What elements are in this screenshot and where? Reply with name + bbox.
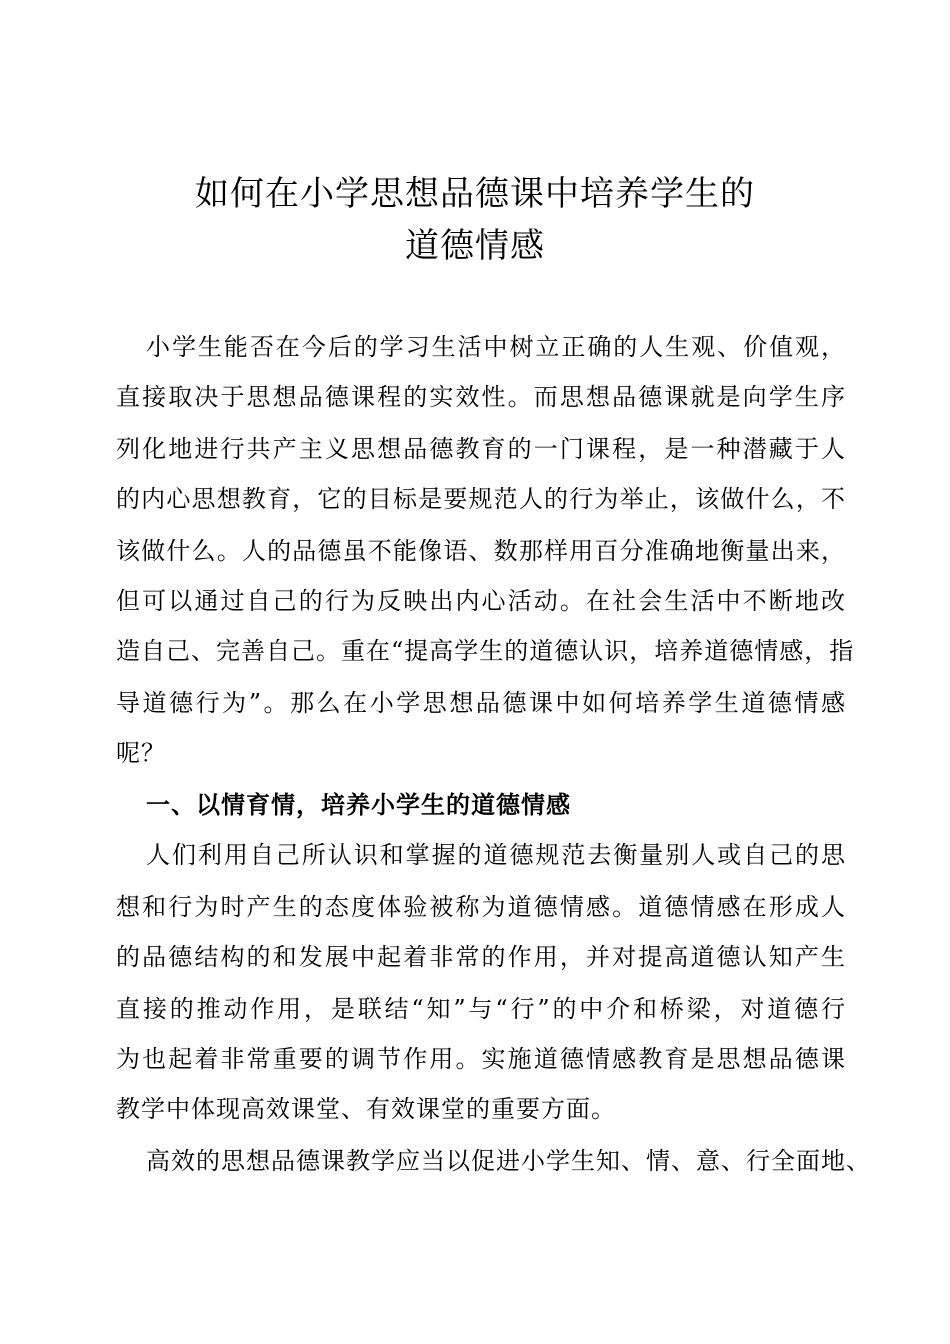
paragraph-1-line-7: 造自己、完善自己。重在“提高学生的道德认识，培养道德情感，指 [116, 637, 855, 665]
section-heading: 一、以情育情，培养小学生的道德情感 [146, 791, 571, 819]
paragraph-2-line-3: 的品德结构的和发展中起着非常的作用，并对提高道德认知产生 [116, 943, 846, 971]
paragraph-2-line-6: 教学中体现高效课堂、有效课堂的重要方面。 [116, 1095, 616, 1123]
paragraph-1-line-4: 的内心思想教育，它的目标是要规范人的行为举止，该做什么，不 [116, 485, 846, 513]
paragraph-2-line-5: 为也起着非常重要的调节作用。实施道德情感教育是思想品德课 [116, 1045, 846, 1073]
paragraph-1-line-1: 小学生能否在今后的学习生活中树立正确的人生观、价值观， [146, 333, 846, 361]
paragraph-1-line-5: 该做什么。人的品德虽不能像语、数那样用百分准确地衡量出来， [116, 537, 846, 565]
paragraph-1-line-9: 呢？ [116, 739, 166, 767]
paragraph-1-line-6: 但可以通过自己的行为反映出内心活动。在社会生活中不断地改 [116, 587, 846, 615]
paragraph-2-line-2: 想和行为时产生的态度体验被称为道德情感。道德情感在形成人 [116, 893, 846, 921]
document-title-line-1: 如何在小学思想品德课中培养学生的 [195, 174, 755, 214]
paragraph-1-line-2: 直接取决于思想品德课程的实效性。而思想品德课就是向学生序 [116, 383, 846, 411]
paragraph-1-line-8: 导道德行为”。那么在小学思想品德课中如何培养学生道德情感 [116, 689, 846, 717]
paragraph-2-line-1: 人们利用自己所认识和掌握的道德规范去衡量别人或自己的思 [146, 841, 846, 869]
paragraph-2-line-4: 直接的推动作用，是联结“知”与“行”的中介和桥梁，对道德行 [116, 995, 846, 1023]
paragraph-1-line-3: 列化地进行共产主义思想品德教育的一门课程，是一种潜藏于人 [116, 435, 846, 463]
paragraph-3-line-1: 高效的思想品德课教学应当以促进小学生知、情、意、行全面地、 [146, 1147, 871, 1175]
document-title-line-2: 道德情感 [405, 226, 545, 266]
